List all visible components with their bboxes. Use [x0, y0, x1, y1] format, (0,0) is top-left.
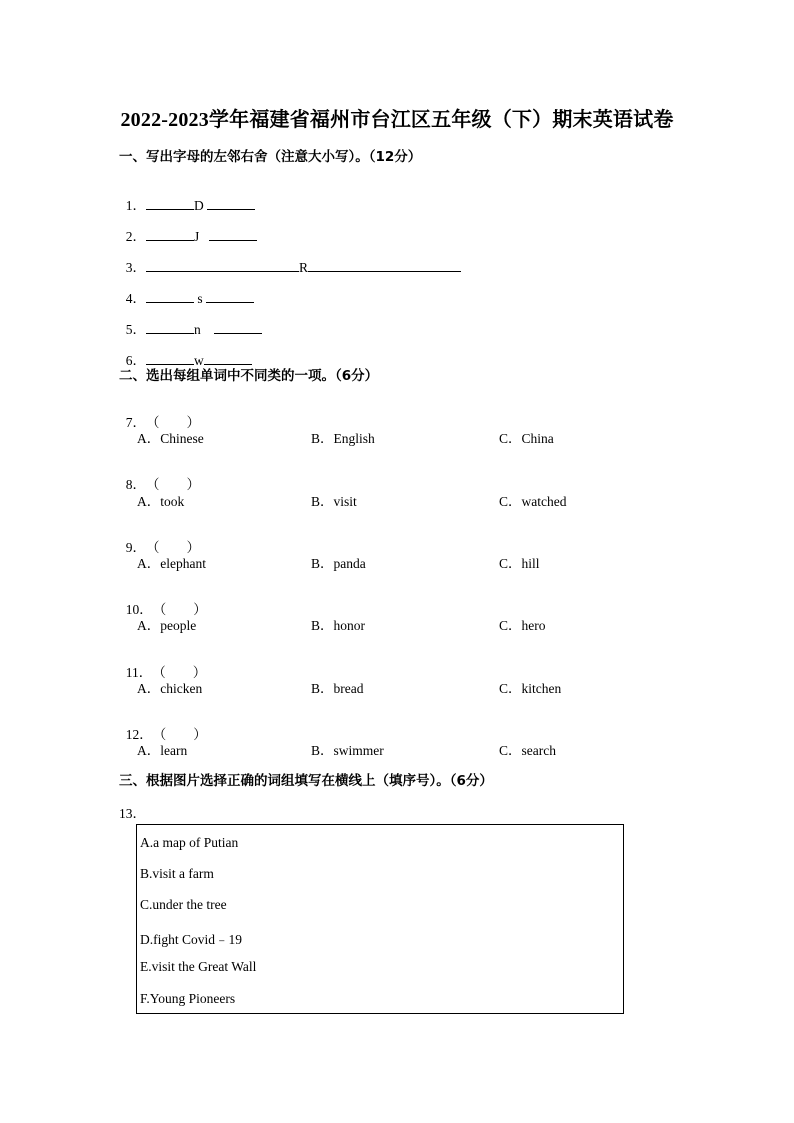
option-b: B．swimmer	[311, 743, 384, 758]
option-a: A．people	[137, 618, 197, 633]
section-1-heading: 一、写出字母的左邻右舍（注意大小写）。（12分）	[119, 149, 422, 165]
option-b: B．panda	[311, 556, 366, 571]
question-number: 8．	[125, 477, 146, 492]
option-b: B．honor	[311, 618, 365, 633]
given-letter: J	[194, 229, 200, 244]
option-a: A．Chinese	[137, 431, 204, 446]
answer-parentheses[interactable]: （ ）	[152, 727, 207, 742]
section-2-heading: 二、选出每组单词中不同类的一项。（6分）	[119, 368, 379, 384]
given-letter: D	[194, 198, 204, 213]
question-number: 12．	[125, 727, 153, 742]
page-title: 2022-2023学年福建省福州市台江区五年级（下）期末英语试卷	[120, 109, 674, 131]
choice-question-12	[119, 707, 207, 743]
answer-parentheses[interactable]: （ ）	[152, 665, 207, 680]
option-c: C．watched	[499, 494, 567, 509]
question-number: 6．	[125, 353, 146, 368]
question-number: 9．	[125, 540, 146, 555]
option-c: C．kitchen	[499, 681, 562, 696]
question-number: 7．	[125, 415, 146, 430]
option-c: C．China	[499, 431, 554, 446]
option-b: B．bread	[311, 681, 364, 696]
phrase-option-d: D.fight Covid﹣19	[140, 932, 243, 947]
choice-question-7	[119, 395, 200, 431]
answer-blank-right[interactable]	[308, 259, 461, 272]
phrase-option-a: A.a map of Putian	[140, 835, 239, 850]
question-number: 10．	[125, 602, 153, 617]
option-c: C．search	[499, 743, 556, 758]
phrase-option-e: E.visit the Great Wall	[140, 959, 257, 974]
answer-parentheses[interactable]: （ ）	[146, 415, 200, 430]
phrase-option-b: B.visit a farm	[140, 866, 214, 881]
question-number: 11．	[125, 665, 153, 680]
option-b: B．English	[311, 431, 375, 446]
choice-question-9	[119, 520, 200, 556]
question-number: 4．	[125, 291, 146, 306]
given-letter: n	[194, 322, 201, 337]
question-number: 5．	[125, 322, 146, 337]
choice-question-11	[119, 645, 206, 681]
given-letter: s	[197, 291, 203, 306]
question-number: 1．	[125, 198, 146, 213]
given-letter: R	[299, 260, 309, 275]
option-b: B．visit	[311, 494, 357, 509]
question-13-number: 13．	[119, 806, 146, 821]
phrase-options-box	[136, 824, 624, 1014]
answer-parentheses[interactable]: （ ）	[146, 477, 200, 492]
option-a: A．took	[137, 494, 185, 509]
option-a: A．chicken	[137, 681, 203, 696]
phrase-option-c: C.under the tree	[140, 897, 227, 912]
question-number: 2．	[125, 229, 146, 244]
question-number: 3．	[125, 260, 146, 275]
choice-question-10	[119, 582, 207, 618]
answer-parentheses[interactable]: （ ）	[152, 602, 207, 617]
option-c: C．hill	[499, 556, 540, 571]
option-a: A．elephant	[137, 556, 206, 571]
choice-question-8	[119, 457, 200, 493]
answer-parentheses[interactable]: （ ）	[146, 540, 200, 555]
given-letter: w	[194, 353, 204, 368]
section-3-heading: 三、根据图片选择正确的词组填写在横线上（填序号）。（6分）	[119, 773, 493, 789]
phrase-option-f: F.Young Pioneers	[140, 991, 236, 1006]
option-c: C．hero	[499, 618, 546, 633]
option-a: A．learn	[137, 743, 188, 758]
